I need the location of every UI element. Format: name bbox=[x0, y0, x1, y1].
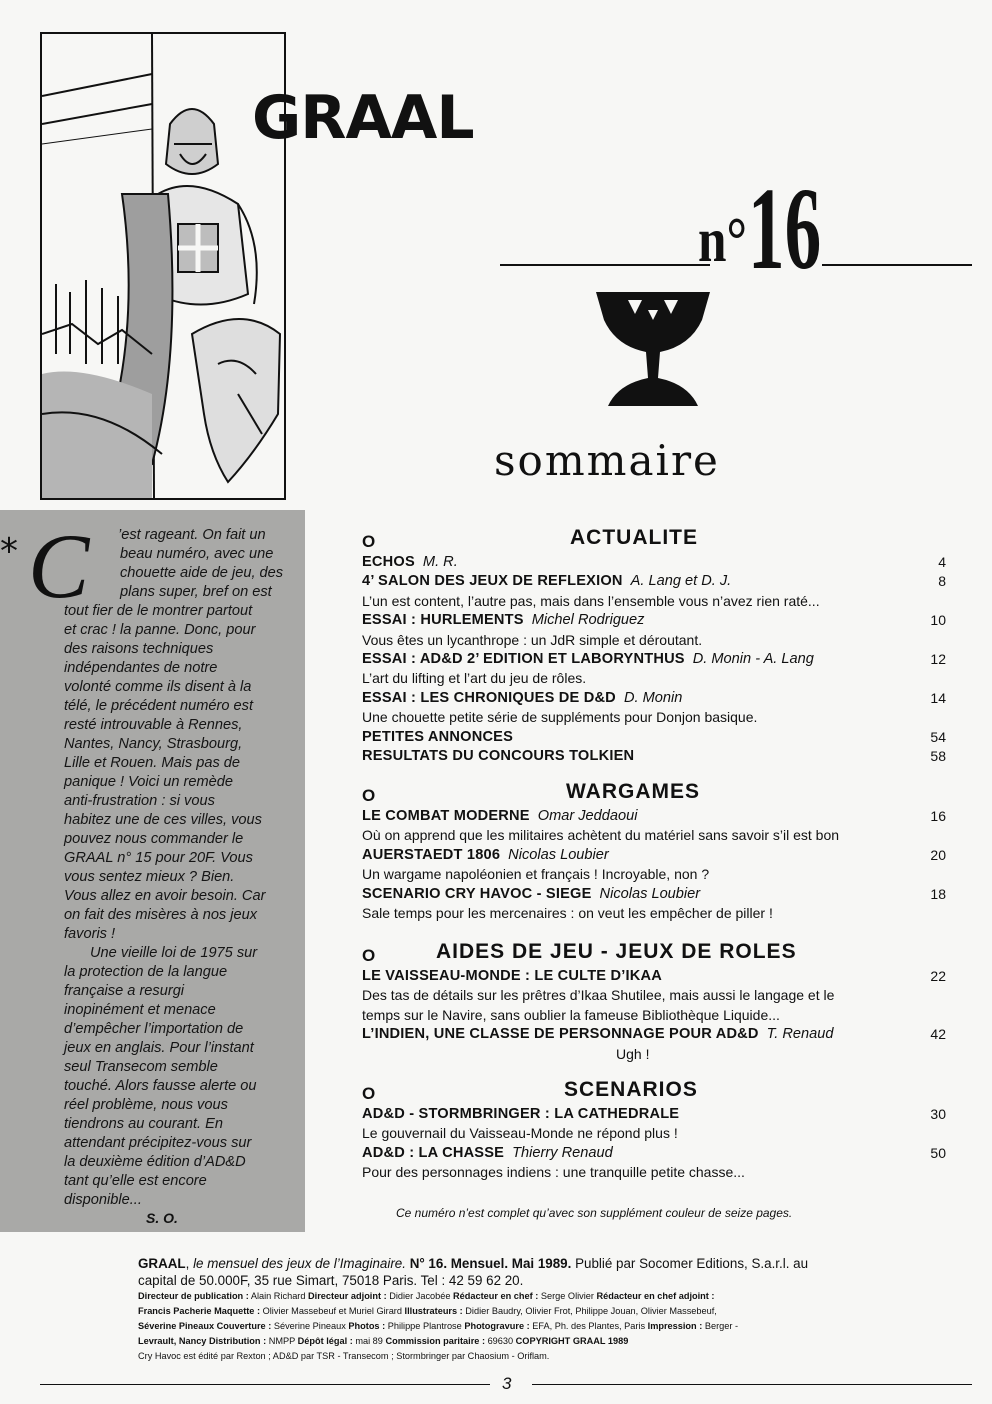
credits-line-3: Séverine Pineaux Couverture : Séverine Pineaux Photos : Philippe Plantrose Photogravure : EFA, Ph. des Plantes, Paris Impression : Berger - bbox=[138, 1321, 739, 1331]
colophon-line-2: capital de 50.000F, 35 rue Simart, 75018 Paris. Tel : 42 59 62 20. bbox=[138, 1273, 524, 1288]
entry-title-text: LE VAISSEAU-MONDE : LE CULTE D’IKAA bbox=[362, 968, 662, 984]
editorial-line: des raisons techniques bbox=[64, 641, 214, 657]
supplement-note: Ce numéro n’est complet qu’avec son supplément couleur de seize pages. bbox=[396, 1206, 793, 1220]
editorial-line: française a resurgi bbox=[64, 983, 185, 999]
editorial-line: Nantes, Nancy, Strasbourg, bbox=[64, 736, 243, 752]
entry-page-number: 42 bbox=[930, 1026, 946, 1043]
entry-page-number: 22 bbox=[930, 968, 946, 984]
toc-entry-title bbox=[362, 651, 814, 667]
editorial-line: beau numéro, avec une bbox=[120, 546, 274, 562]
toc-entry-title bbox=[362, 690, 682, 706]
entry-title-text: AD&D - STORMBRINGER : LA CATHEDRALE bbox=[362, 1106, 680, 1122]
entry-page-number: 16 bbox=[930, 808, 946, 824]
entry-author: M. R. bbox=[422, 554, 458, 570]
section-marker: O bbox=[362, 1084, 376, 1103]
editorial-line: resté introuvable à Rennes, bbox=[64, 717, 243, 733]
contents-heading: sommaire bbox=[494, 436, 720, 485]
section-heading: SCENARIOS bbox=[564, 1078, 698, 1101]
entry-title-text: ESSAI : HURLEMENTS bbox=[362, 612, 524, 629]
credits-line-4: Levrault, Nancy Distribution : NMPP Dépôt légal : mai 89 Commission paritaire : 69630 COPYRIGHT GRAAL 1989 bbox=[138, 1336, 629, 1346]
editorial-line: GRAAL n° 15 pour 20F. Vous bbox=[64, 850, 253, 866]
magazine-logo: GRAAL bbox=[252, 83, 474, 153]
entry-author: A. Lang et D. J. bbox=[630, 573, 732, 590]
entry-title-text: L’INDIEN, UNE CLASSE DE PERSONNAGE POUR AD&D bbox=[362, 1026, 759, 1043]
editorial-line: seul Transecom semble bbox=[64, 1059, 218, 1075]
entry-page-number: 30 bbox=[930, 1106, 946, 1122]
editorial-line: la deuxième édition d’AD&D bbox=[64, 1154, 246, 1170]
section-marker: O bbox=[362, 532, 376, 551]
toc-entry-title bbox=[362, 1026, 833, 1042]
entry-title-text: LE COMBAT MODERNE bbox=[362, 808, 530, 824]
entry-page-number: 8 bbox=[938, 573, 946, 590]
editorial-line: tant qu’elle est encore bbox=[64, 1173, 207, 1189]
entry-page-number: 20 bbox=[930, 846, 946, 863]
editorial-line: panique ! Voici un remède bbox=[64, 774, 234, 790]
editorial-line: indépendantes de notre bbox=[64, 660, 218, 676]
toc-entry-title bbox=[362, 847, 609, 863]
editorial-line: vous sentez mieux ? Bien. bbox=[64, 869, 235, 885]
credits-line-1: Directeur de publication : Alain Richard Directeur adjoint : Didier Jacobée Rédacteur en chef : Serge Olivier Rédacteur en chef adjoint : bbox=[138, 1291, 715, 1301]
entry-page-number: 14 bbox=[930, 689, 946, 706]
entry-description: L’art du lifting et l’art du jeu de rôles. bbox=[362, 670, 587, 687]
editorial-star: * bbox=[0, 531, 18, 572]
section-heading: AIDES DE JEU - JEUX DE ROLES bbox=[436, 940, 797, 963]
editorial-line: et crac ! la panne. Donc, pour bbox=[64, 622, 256, 638]
credits-line-5: Cry Havoc est édité par Rexton ; AD&D par TSR - Transecom ; Stormbringer par Chaosium - Oriflam. bbox=[138, 1351, 550, 1361]
entry-title-text: ECHOS bbox=[362, 554, 415, 570]
editorial-line: anti-frustration : si vous bbox=[64, 793, 215, 809]
editorial-line: inopinément et menace bbox=[64, 1002, 216, 1018]
editorial-line: chouette aide de jeu, des bbox=[120, 565, 284, 581]
editorial-line: ’est rageant. On fait un bbox=[118, 527, 266, 543]
editorial-line: réel problème, nous vous bbox=[64, 1097, 228, 1113]
entry-description: Un wargame napoléonien et français ! Incroyable, non ? bbox=[362, 866, 710, 883]
entry-description: Une chouette petite série de suppléments pour Donjon basique. bbox=[362, 709, 758, 726]
entry-author: Nicolas Loubier bbox=[508, 846, 609, 863]
entry-author: Omar Jeddaoui bbox=[537, 808, 638, 824]
entry-title-text: AUERSTAEDT 1806 bbox=[362, 846, 501, 863]
knight-drawing bbox=[42, 34, 284, 498]
entry-page-number: 4 bbox=[938, 554, 946, 570]
editorial-line: on fait des misères à nos jeux bbox=[64, 907, 258, 923]
entry-page-number: 58 bbox=[930, 748, 946, 764]
entry-title-text: ESSAI : AD&D 2’ EDITION ET LABORYNTHUS bbox=[362, 651, 685, 667]
editorial-line: la protection de la langue bbox=[64, 964, 228, 980]
toc-entry-title bbox=[362, 886, 700, 902]
toc-entry-title bbox=[362, 808, 638, 824]
credits-line-2: Francis Pacherie Maquette : Olivier Massebeuf et Muriel Girard Illustrateurs : Didier Baudry, Olivier Frot, Philippe Jouan, Olivier Massebeuf, bbox=[138, 1306, 717, 1316]
entry-author: T. Renaud bbox=[766, 1026, 834, 1043]
section-marker: O bbox=[362, 946, 376, 965]
entry-page-number: 18 bbox=[930, 885, 946, 902]
entry-description: Sale temps pour les mercenaires : on veut les empêcher de piller ! bbox=[362, 905, 773, 921]
editorial-line: touché. Alors fausse alerte ou bbox=[64, 1078, 257, 1094]
editorial-line: favoris ! bbox=[64, 926, 116, 942]
entry-author: D. Monin - A. Lang bbox=[692, 651, 814, 667]
toc-entry-title bbox=[362, 573, 731, 589]
entry-description: temps sur le Navire, sans oublier la fameuse Bibliothèque Liquide... bbox=[362, 1006, 780, 1023]
editorial-line: disponible... bbox=[64, 1192, 142, 1208]
knight-illustration bbox=[40, 32, 286, 500]
editorial-line: Vous allez en avoir besoin. Car bbox=[64, 888, 266, 904]
entry-description: Pour des personnages indiens : une tranquille petite chasse... bbox=[362, 1164, 745, 1181]
editorial-line: plans super, bref on est bbox=[120, 584, 272, 600]
editorial-dropcap: C bbox=[28, 515, 90, 617]
toc-entry-title bbox=[362, 748, 634, 764]
entry-title-text: ESSAI : LES CHRONIQUES DE D&D bbox=[362, 689, 616, 706]
entry-title-text: SCENARIO CRY HAVOC - SIEGE bbox=[362, 885, 592, 902]
section-heading: WARGAMES bbox=[566, 780, 700, 803]
entry-author: Nicolas Loubier bbox=[599, 885, 701, 902]
entry-author: Thierry Renaud bbox=[512, 1144, 613, 1161]
grail-icon bbox=[592, 290, 714, 408]
editorial-signature: S. O. bbox=[146, 1210, 178, 1226]
footer-rule-right bbox=[532, 1384, 972, 1385]
toc-entry-title bbox=[362, 968, 662, 984]
entry-title-text: 4’ SALON DES JEUX DE REFLEXION bbox=[362, 573, 623, 590]
issue-rule-right bbox=[822, 264, 972, 266]
toc-entry-title bbox=[362, 1106, 679, 1122]
footer-rule-left bbox=[40, 1384, 490, 1385]
editorial-line: habitez une de ces villes, vous bbox=[64, 812, 262, 828]
editorial-line: tiendrons au courant. En bbox=[64, 1116, 224, 1132]
entry-title-text: RESULTATS DU CONCOURS TOLKIEN bbox=[362, 748, 635, 764]
entry-page-number: 12 bbox=[930, 651, 946, 667]
page-number: 3 bbox=[502, 1374, 512, 1393]
editorial-line: télé, le précédent numéro est bbox=[64, 698, 254, 714]
editorial-line: Lille et Rouen. Mais pas de bbox=[64, 755, 241, 771]
toc-entry-title bbox=[362, 1145, 613, 1161]
toc-entry-title bbox=[362, 729, 513, 745]
issue-number: 16 bbox=[748, 163, 822, 294]
entry-description: Où on apprend que les militaires achètent du matériel sans savoir s’il est bon bbox=[362, 827, 840, 844]
entry-description: L’un est content, l’autre pas, mais dans l’ensemble vous n’avez rien raté... bbox=[362, 592, 820, 609]
entry-description: Le gouvernail du Vaisseau-Monde ne répond plus ! bbox=[362, 1125, 678, 1142]
editorial-line: volonté comme ils disent à la bbox=[64, 679, 252, 695]
entry-page-number: 10 bbox=[930, 612, 946, 629]
entry-description: Des tas de détails sur les prêtres d’Ikaa Shutilee, mais aussi le langage et le bbox=[362, 987, 835, 1004]
colophon-line-1: GRAAL, le mensuel des jeux de l’Imaginaire. N° 16. Mensuel. Mai 1989. Publié par Socomer Editions, S.a.r.l. au bbox=[138, 1256, 809, 1271]
editorial-line: d’empêcher l’importation de bbox=[64, 1021, 244, 1037]
entry-description: Ugh ! bbox=[616, 1045, 650, 1062]
entry-author: Michel Rodriguez bbox=[531, 612, 645, 629]
editorial-line: pouvez nous commander le bbox=[64, 831, 244, 847]
editorial-line: tout fier de le montrer partout bbox=[64, 603, 253, 619]
issue-rule-left bbox=[500, 264, 710, 266]
entry-author: D. Monin bbox=[623, 689, 683, 706]
entry-description: Vous êtes un lycanthrope : un JdR simple et déroutant. bbox=[362, 631, 703, 648]
issue-prefix: n° bbox=[698, 204, 747, 275]
entry-title-text: PETITES ANNONCES bbox=[362, 728, 514, 745]
editorial-line: Une vieille loi de 1975 sur bbox=[90, 945, 258, 961]
section-marker: O bbox=[362, 786, 376, 805]
toc-entry-title bbox=[362, 612, 644, 628]
editorial-line: jeux en anglais. Pour l’instant bbox=[64, 1040, 254, 1056]
editorial-line: attendant précipitez-vous sur bbox=[64, 1135, 252, 1151]
entry-page-number: 54 bbox=[930, 728, 946, 745]
entry-title-text: AD&D : LA CHASSE bbox=[362, 1144, 505, 1161]
section-heading: ACTUALITE bbox=[570, 526, 698, 549]
entry-page-number: 50 bbox=[930, 1144, 946, 1161]
toc-entry-title bbox=[362, 554, 458, 570]
